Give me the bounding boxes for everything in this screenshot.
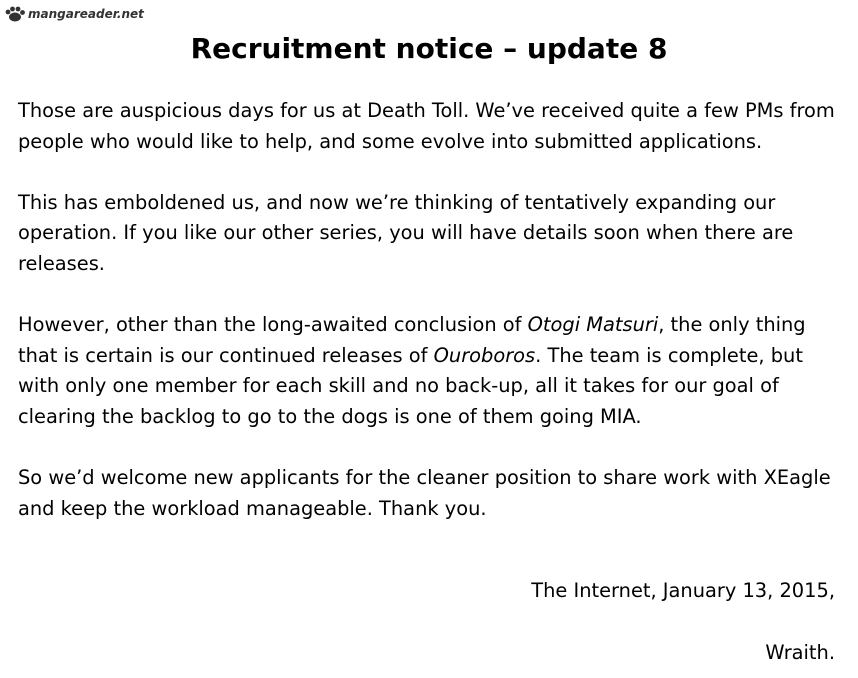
signature-date: The Internet, January 13, 2015, <box>531 579 835 602</box>
mangareader-watermark <box>4 6 144 22</box>
series-title-ouroboros: Ouroboros <box>433 343 536 367</box>
signature-name: Wraith. <box>765 641 835 664</box>
watermark-text: mangareader.net <box>28 7 144 21</box>
paragraph-3-part-1: However, other than the long-awaited conclusion of <box>18 313 528 337</box>
document-title: Recruitment notice – update 8 <box>190 32 668 65</box>
paw-logo-icon <box>4 6 26 22</box>
paragraph-4: So we’d welcome new applicants for the cleaner position to share work with XEagle and keep the workload manageable. Thank you. <box>18 466 831 520</box>
paragraph-3 <box>18 310 838 432</box>
document-body <box>18 96 838 555</box>
paragraph-2: This has emboldened us, and now we’re thinking of tentatively expanding our operation. If you like our other series, you will have details soon when there are releases. <box>18 190 794 275</box>
paragraph-3-part-3: . The team is complete, but with only one member for each skill and no back-up, all it takes for our goal of clearing the backlog to go to the dogs is one of them going MIA. <box>18 343 803 428</box>
paragraph-1: Those are auspicious days for us at Death Toll. We’ve received quite a few PMs from people who would like to help, and some evolve into submitted applications. <box>18 99 835 153</box>
paragraph-3-part-2: , the only thing that is certain is our continued releases of <box>18 313 806 367</box>
series-title-otogi-matsuri: Otogi Matsuri <box>527 313 659 337</box>
